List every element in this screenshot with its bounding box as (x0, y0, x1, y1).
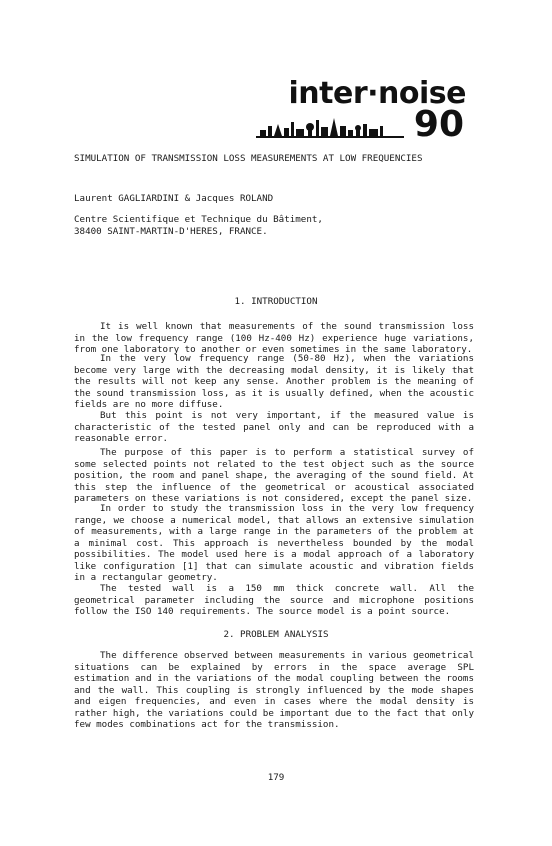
paragraph: The purpose of this paper is to perform a statistical survey of some selected points not related to the test object such as the source position, the room and panel shape, the averaging of the sound field. At this step the influence of the geometrical or acoustical associated parameters on these variations is not considered, except the panel size. (74, 447, 474, 504)
page-number: 179 (267, 772, 285, 783)
section-heading-introduction: 1. INTRODUCTION (234, 296, 318, 307)
authors: Laurent GAGLIARDINI & Jacques ROLAND (74, 193, 274, 204)
paragraph: The tested wall is a 150 mm thick concrete wall. All the geometrical parameter including the source and microphone positions follow the ISO 140 requirements. The source model is a point source. (74, 583, 474, 617)
paragraph: But this point is not very important, if the measured value is characteristic of the tested panel only and can be reproduced with a reasonable error. (74, 410, 474, 444)
city-skyline-icon (256, 114, 404, 140)
logo-year: 90 (413, 104, 464, 145)
paragraph: In order to study the transmission loss in the very low frequency range, we choose a numerical model, that allows an extensive simulation of measurements, with a large range in the parameters of the problem at a minimal cost. This approach is nevertheless bounded by the modal possibilities. The model used here is a modal approach of a laboratory like configuration [1] that can simulate acoustic and vibration fields in a rectangular geometry. (74, 503, 474, 583)
paragraph: The difference observed between measurements in various geometrical situations can be explained by errors in the space average SPL estimation and in the variations of the modal coupling between the rooms and the wall. This coupling is strongly influenced by the mode shapes and eigen frequencies, and even in cases where the modal density is rather high, the variations could be important due to the fact that only few modes combinations act for the transmission. (74, 650, 474, 730)
paper-title: SIMULATION OF TRANSMISSION LOSS MEASUREMENTS AT LOW FREQUENCIES (74, 153, 423, 164)
conference-logo (252, 76, 466, 145)
affiliation-line-1: Centre Scientifique et Technique du Bâtiment, (74, 214, 323, 225)
section-heading-problem-analysis: 2. PROBLEM ANALYSIS (223, 629, 329, 640)
affiliation-line-2: 38400 SAINT-MARTIN-D'HERES, FRANCE. (74, 226, 268, 237)
paragraph: In the very low frequency range (50-80 Hz), when the variations become very large with the decreasing modal density, it is likely that the results will not keep any sense. Another problem is the meaning of the sound transmission loss, as it is usually defined, when the acoustic fields are no more diffuse. (74, 353, 474, 410)
logo-wordmark: inter·noise (288, 76, 466, 111)
paragraph: It is well known that measurements of the sound transmission loss in the low frequency range (100 Hz-400 Hz) experience huge variations, from one laboratory to another or even sometimes in the same laboratory. (74, 321, 474, 355)
